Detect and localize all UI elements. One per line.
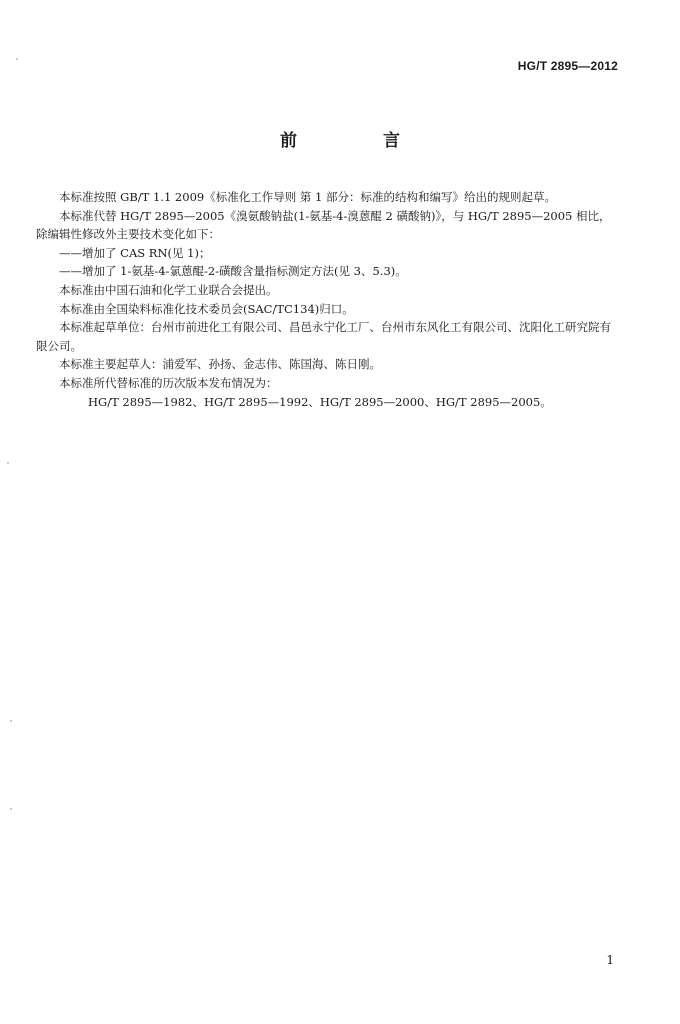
scan-speck: [7, 462, 9, 464]
paragraph-under-jurisdiction: 本标准由全国染料标准化技术委员会(SAC/TC134)归口。: [59, 301, 354, 316]
scan-speck: [10, 808, 12, 810]
change-item-method: ——增加了 1-氨基-4-氯蒽醌-2-磺酸含量指标测定方法(见 3、5.3)。: [59, 264, 407, 279]
paragraph-proposed-by: 本标准由中国石油和化学工业联合会提出。: [59, 282, 278, 297]
page-number: 1: [606, 953, 614, 967]
paragraph-history-list: HG/T 2895—1982、HG/T 2895—1992、HG/T 2895—2000、HG/T 2895—2005。: [88, 394, 552, 409]
paragraph-replaces: 本标准代替 HG/T 2895—2005《溴氨酸钠盐(1-氨基-4-溴蒽醌 2 磺酸钠)》，与 HG/T 2895—2005 相比，除编辑性修改外主要技术变化如下：: [36, 208, 611, 242]
scan-speck: [16, 58, 18, 60]
document-body: [36, 188, 620, 411]
paragraph-drafters: 本标准主要起草人：浦爱军、孙扬、金志伟、陈国海、陈日刚。: [59, 357, 381, 372]
standard-code: HG/T 2895—2012: [517, 59, 618, 73]
paragraph-drafting-rules: 本标准按照 GB/T 1.1 2009《标准化工作导则 第 1 部分：标准的结构和编写》给出的规则起草。: [59, 190, 556, 204]
page-title: 前 言: [280, 131, 440, 151]
change-item-cas: ——增加了 CAS RN(见 1)；: [59, 245, 211, 260]
paragraph-history-intro: 本标准所代替标准的历次版本发布情况为：: [59, 375, 278, 390]
paragraph-drafting-units: 本标准起草单位：台州市前进化工有限公司、昌邑永宁化工厂、台州市东风化工有限公司、沈阳化工研究院有限公司。: [36, 320, 611, 353]
scan-speck: [10, 720, 12, 722]
